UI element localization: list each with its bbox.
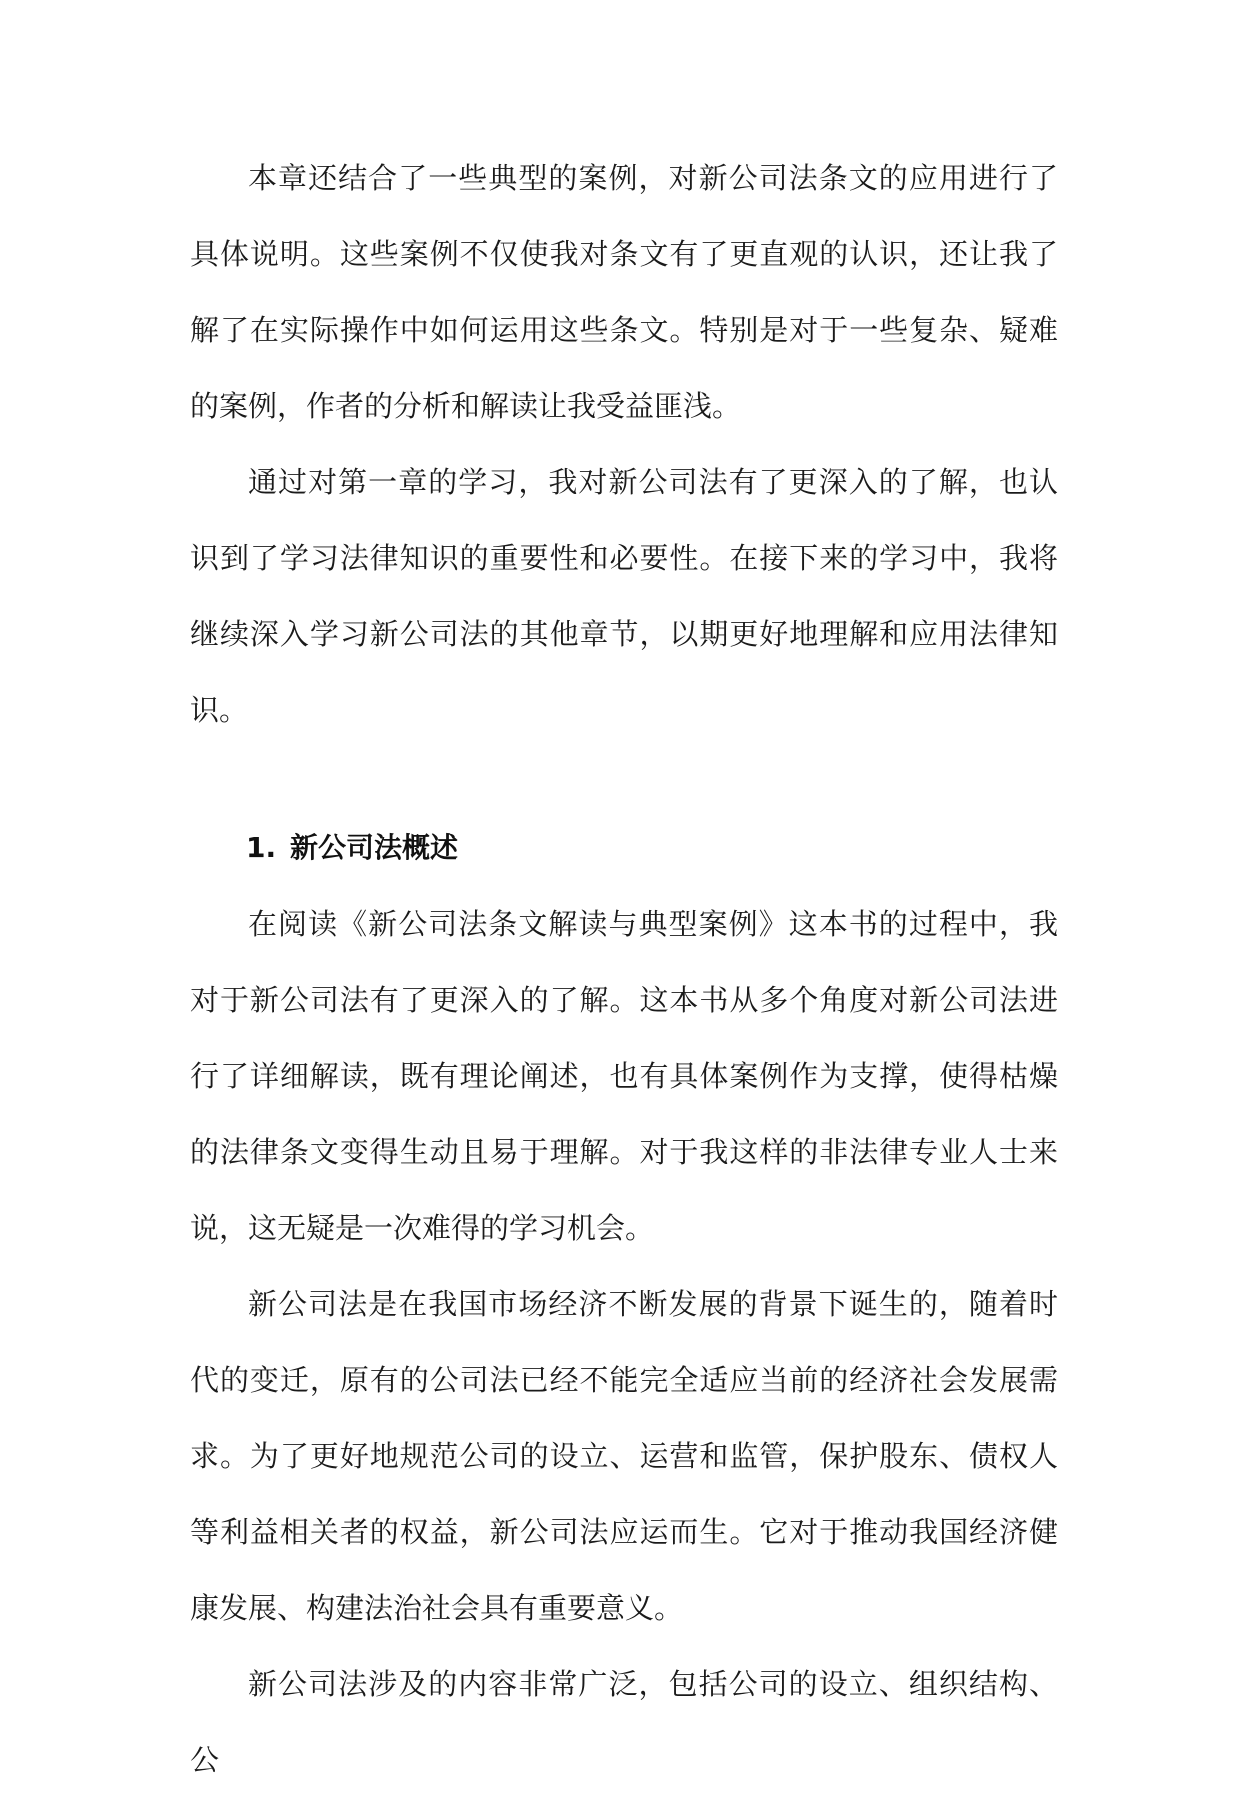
paragraph-chapter-summary: 通过对第一章的学习，我对新公司法有了更深入的了解，也认识到了学习法律知识的重要性和必要性。在接下来的学习中，我将继续深入学习新公司法的其他章节，以期更好地理解和应用法律知识。	[190, 465, 1058, 727]
section-number: 1.	[246, 831, 277, 864]
paragraph-scope: 新公司法涉及的内容非常广泛，包括公司的设立、组织结构、公	[190, 1667, 1058, 1777]
section-heading	[190, 810, 1058, 886]
section-title: 新公司法概述	[290, 831, 459, 864]
paragraph-reading: 在阅读《新公司法条文解读与典型案例》这本书的过程中，我对于新公司法有了更深入的了解。这本书从多个角度对新公司法进行了详细解读，既有理论阐述，也有具体案例作为支撑，使得枯燥的法律条文变得生动且易于理解。对于我这样的非法律专业人士来说，这无疑是一次难得的学习机会。	[190, 907, 1058, 1245]
document-body	[190, 140, 1058, 1798]
paragraph-cases: 本章还结合了一些典型的案例，对新公司法条文的应用进行了具体说明。这些案例不仅使我对条文有了更直观的认识，还让我了解了在实际操作中如何运用这些条文。特别是对于一些复杂、疑难的案例，作者的分析和解读让我受益匪浅。	[190, 161, 1058, 423]
paragraph-background: 新公司法是在我国市场经济不断发展的背景下诞生的，随着时代的变迁，原有的公司法已经不能完全适应当前的经济社会发展需求。为了更好地规范公司的设立、运营和监管，保护股东、债权人等利益相关者的权益，新公司法应运而生。它对于推动我国经济健康发展、构建法治社会具有重要意义。	[190, 1287, 1058, 1625]
